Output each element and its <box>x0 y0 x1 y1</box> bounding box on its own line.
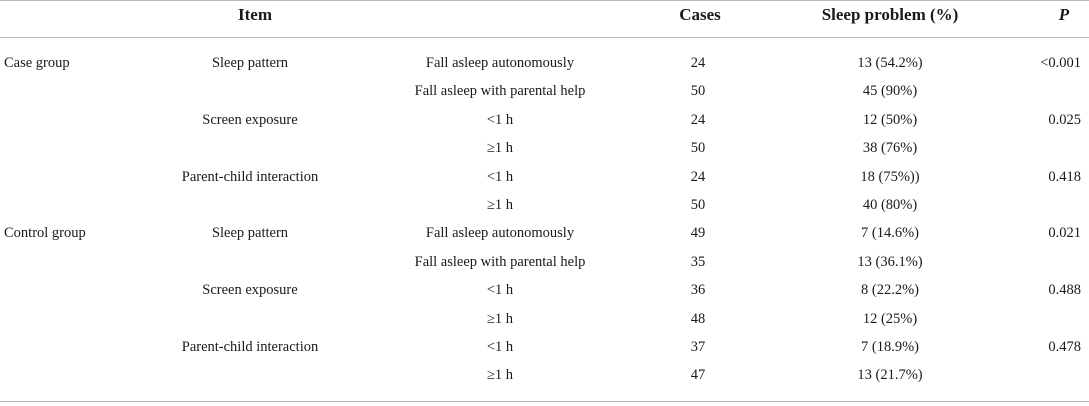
row-p-value: 0.025 <box>1048 111 1081 128</box>
row-factor <box>150 77 350 105</box>
row-p-value: 0.488 <box>1048 282 1081 299</box>
header-item: Item <box>238 5 272 24</box>
row-factor: Parent-child interaction <box>181 339 319 355</box>
row-cases: 50 <box>690 140 706 157</box>
row-factor: Parent-child interaction <box>181 168 319 185</box>
row-factor: Screen exposure <box>202 282 298 299</box>
row-cases: 35 <box>690 253 706 270</box>
row-p-value: 0.021 <box>1048 225 1081 242</box>
row-sleep-problem: 13 (36.1%) <box>857 253 923 270</box>
row-sleep-problem: 13 (21.7%) <box>857 367 923 384</box>
table-row <box>0 106 1089 134</box>
row-cases: 48 <box>690 310 706 327</box>
row-sleep-problem: 18 (75%)) <box>860 168 920 185</box>
table-row <box>0 134 1089 162</box>
row-cases: 24 <box>690 168 706 185</box>
table-row <box>0 77 1089 105</box>
row-sleep-problem: 8 (22.2%) <box>861 282 919 299</box>
table-row <box>0 191 1089 219</box>
row-factor <box>150 191 350 219</box>
table-row <box>0 49 1089 77</box>
row-level: ≥1 h <box>486 140 514 157</box>
row-p-value: 0.418 <box>1048 168 1081 185</box>
row-sleep-problem: 13 (54.2%) <box>857 55 923 71</box>
header-cases: Cases <box>679 5 721 24</box>
table-row <box>0 163 1089 191</box>
row-factor <box>150 361 350 389</box>
row-p-value: <0.001 <box>1040 55 1081 71</box>
header-sleep-problem: Sleep problem (%) <box>821 5 959 24</box>
row-sleep-problem: 38 (76%) <box>862 140 918 157</box>
row-sleep-problem: 45 (90%) <box>862 83 918 100</box>
row-factor: Sleep pattern <box>211 55 289 71</box>
row-cases: 37 <box>690 339 706 355</box>
row-level: ≥1 h <box>486 310 514 327</box>
row-factor <box>150 305 350 333</box>
row-level: ≥1 h <box>486 197 514 213</box>
row-level: <1 h <box>486 339 514 355</box>
row-factor: Screen exposure <box>202 111 298 128</box>
row-level: <1 h <box>486 111 514 128</box>
header-p-value: P <box>1058 5 1070 24</box>
row-cases: 50 <box>690 83 706 100</box>
table-row <box>0 248 1089 276</box>
row-level: Fall asleep autonomously <box>425 225 575 242</box>
row-level: <1 h <box>486 282 514 299</box>
table-row <box>0 305 1089 333</box>
row-sleep-problem: 7 (14.6%) <box>861 225 919 242</box>
table-row <box>0 333 1089 361</box>
row-cases: 24 <box>690 111 706 128</box>
row-factor <box>150 248 350 276</box>
row-group: Case group <box>4 55 70 71</box>
row-level: Fall asleep autonomously <box>425 55 575 71</box>
header-rule <box>0 37 1089 38</box>
row-level: Fall asleep with parental help <box>414 83 586 100</box>
table-row <box>0 276 1089 304</box>
row-factor <box>150 134 350 162</box>
row-sleep-problem: 7 (18.9%) <box>861 339 919 355</box>
row-cases: 47 <box>690 367 706 384</box>
row-level: <1 h <box>486 168 514 185</box>
row-group: Control group <box>4 225 86 242</box>
row-cases: 24 <box>690 55 706 71</box>
row-sleep-problem: 12 (50%) <box>862 111 918 128</box>
table-row <box>0 361 1089 389</box>
row-cases: 49 <box>690 225 706 242</box>
row-level: ≥1 h <box>486 367 514 384</box>
row-sleep-problem: 40 (80%) <box>862 197 918 213</box>
row-sleep-problem: 12 (25%) <box>862 310 918 327</box>
table-bottom-rule <box>0 401 1089 402</box>
row-level: Fall asleep with parental help <box>414 253 586 270</box>
row-cases: 50 <box>690 197 706 213</box>
table-row <box>0 219 1089 247</box>
row-p-value: 0.478 <box>1048 339 1081 355</box>
row-cases: 36 <box>690 282 706 299</box>
row-factor: Sleep pattern <box>211 225 289 242</box>
